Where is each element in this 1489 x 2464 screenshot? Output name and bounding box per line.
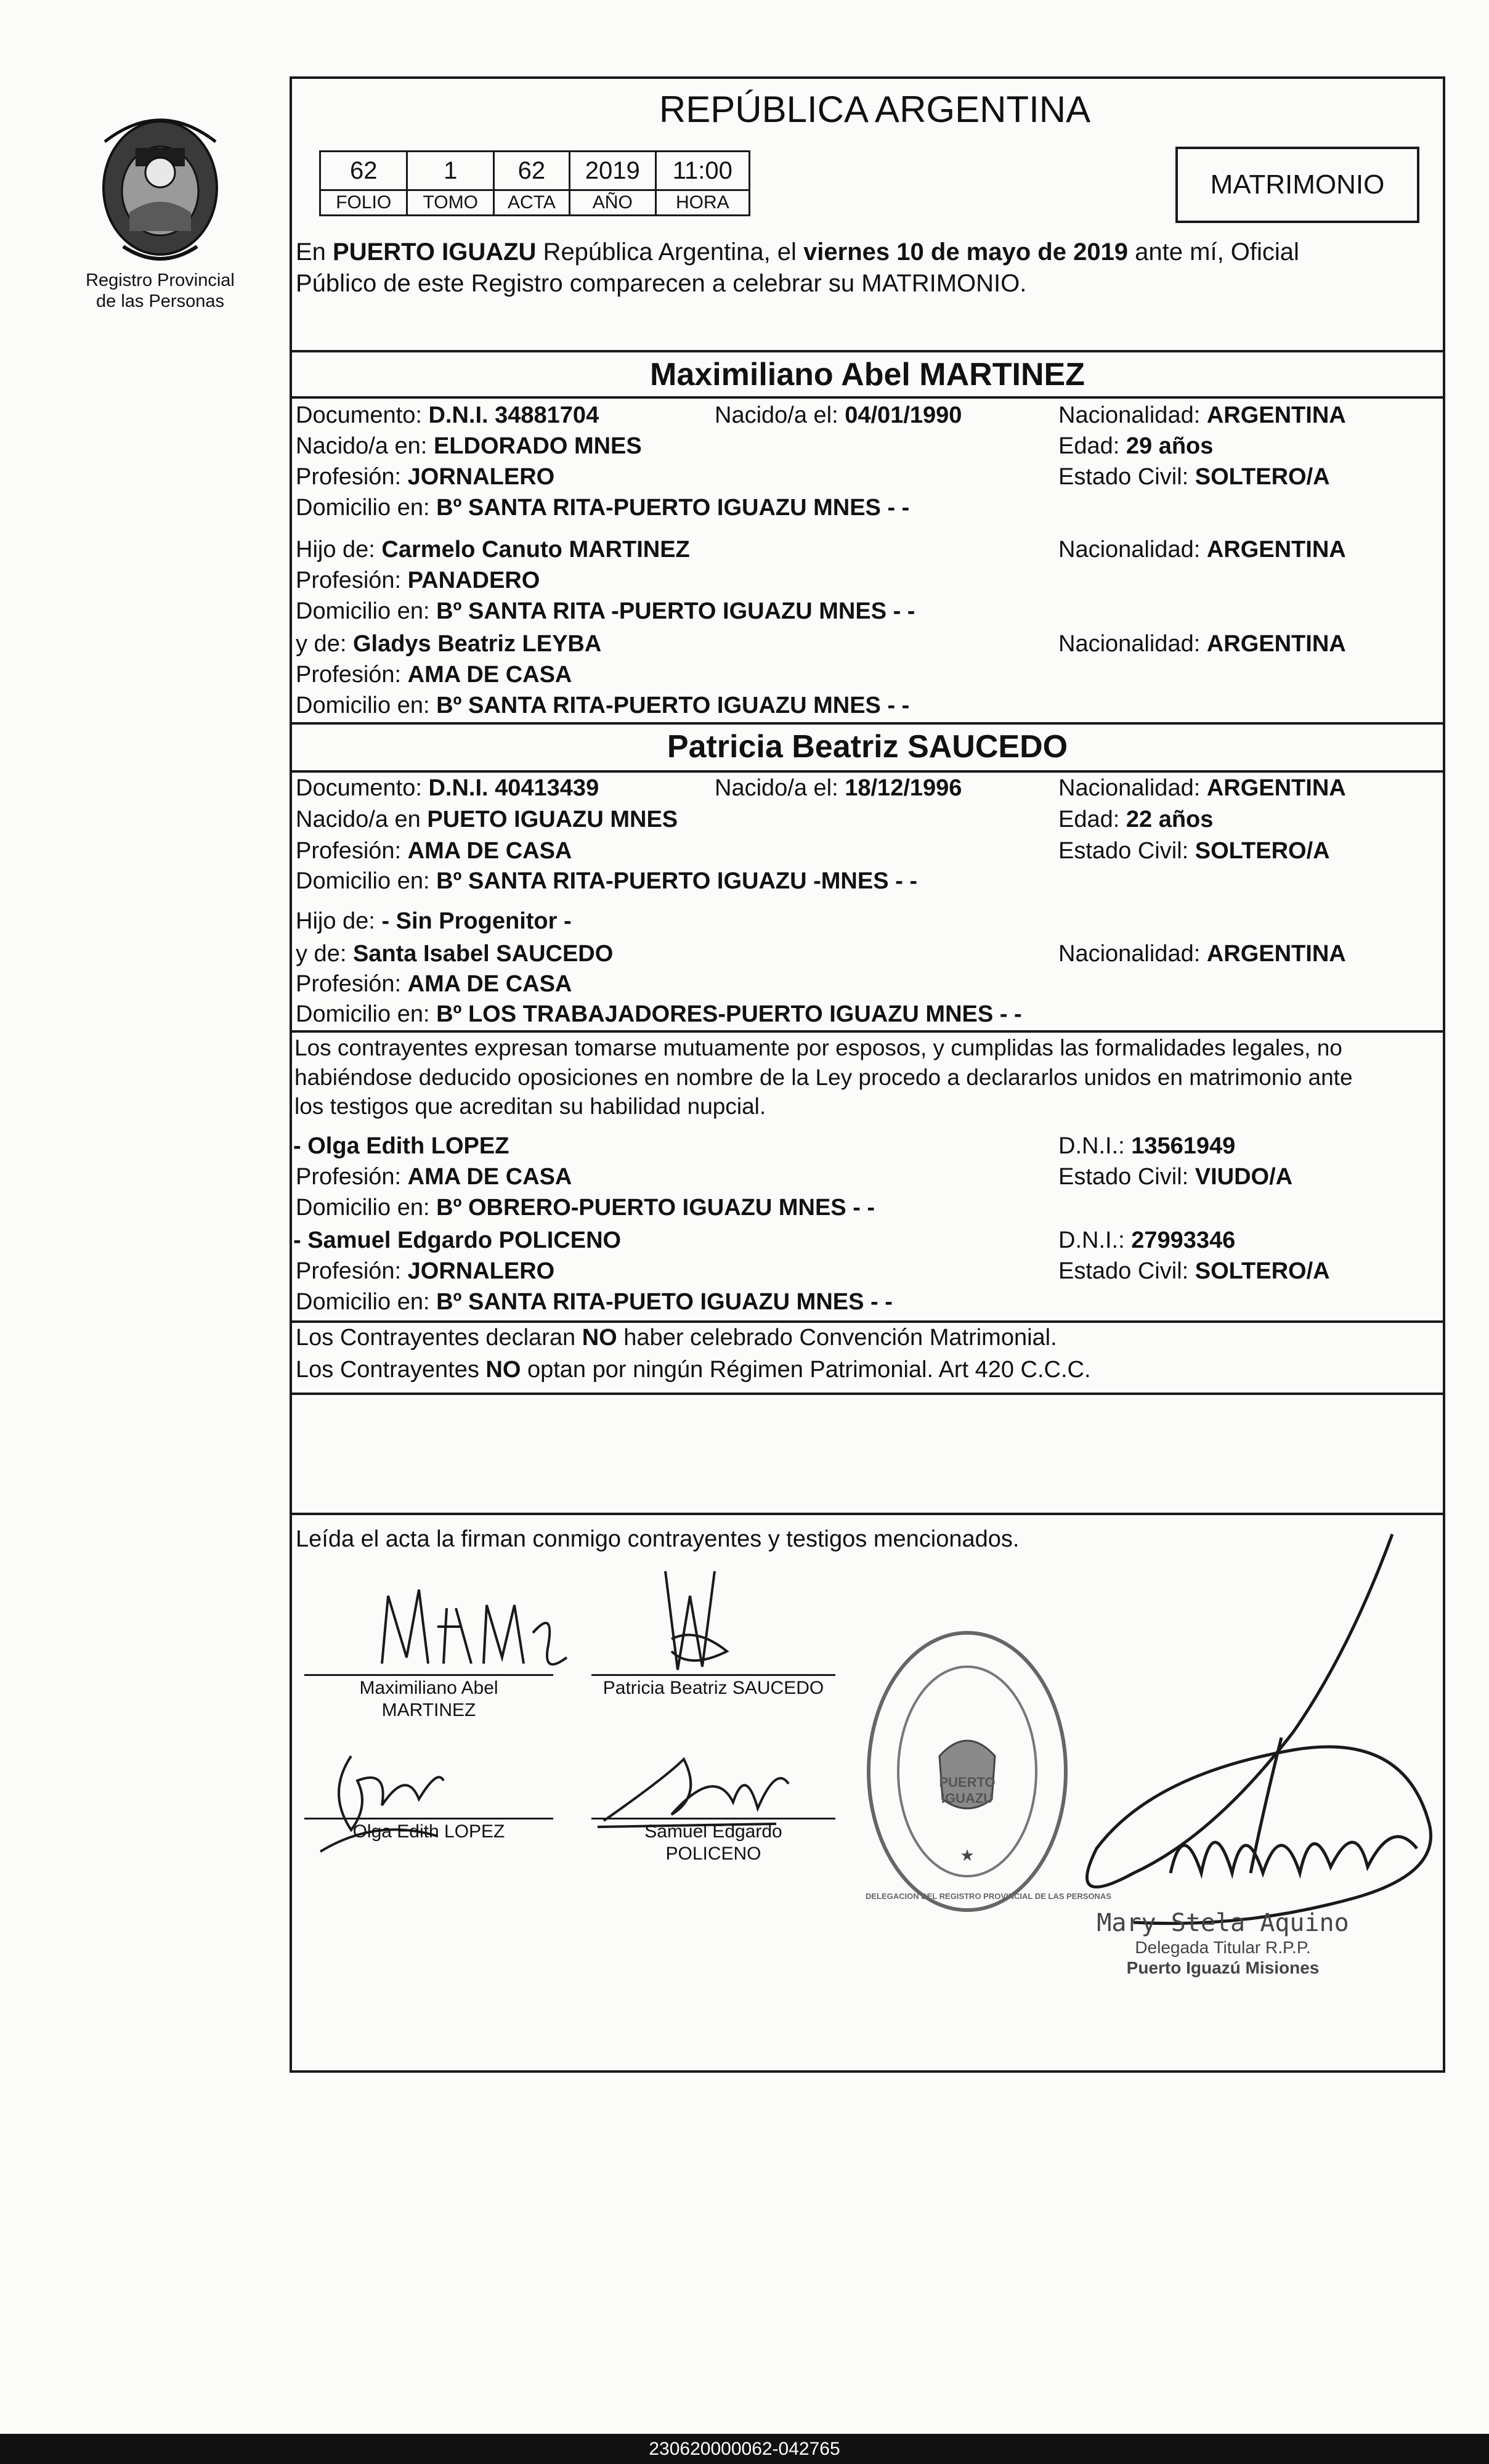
spouse1-mother-nationality: Nacionalidad: ARGENTINA — [1058, 631, 1346, 657]
official-seal — [859, 1620, 1111, 1922]
spouse1-mother-profession: Profesión: AMA DE CASA — [296, 662, 572, 688]
spouse2-father: Hijo de: - Sin Progenitor - — [296, 908, 572, 934]
spouse2-name: Patricia Beatriz SAUCEDO — [667, 729, 1068, 765]
witness1-civil-status: Estado Civil: VIUDO/A — [1058, 1164, 1293, 1190]
spouse1-age: Edad: 29 años — [1058, 433, 1214, 459]
divider — [290, 396, 1445, 399]
spouse2-birth-date: Nacido/a el: 18/12/1996 — [715, 775, 962, 801]
spouse2-birth-place: Nacido/a en PUETO IGUAZU MNES — [296, 807, 678, 832]
spouse1-address: Domicilio en: Bº SANTA RITA-PUERTO IGUAZU MNES - - — [296, 495, 910, 521]
official-name: Mary Stela Aquino — [1097, 1909, 1349, 1937]
spouse2-mother: y de: Santa Isabel SAUCEDO — [296, 941, 614, 967]
witness1-dni: D.N.I.: 13561949 — [1058, 1133, 1236, 1159]
signature-maximiliano: Maximiliano Abel MARTINEZ — [359, 1678, 498, 1720]
witness2-address: Domicilio en: Bº SANTA RITA-PUETO IGUAZU MNES - - — [296, 1289, 893, 1315]
divider — [290, 770, 1445, 773]
year-label: AÑO — [569, 190, 655, 216]
spouse1-father: Hijo de: Carmelo Canuto MARTINEZ — [296, 537, 690, 563]
intro-city: PUERTO IGUAZU — [333, 238, 537, 266]
signature-line — [304, 1818, 553, 1820]
folio-label: FOLIO — [320, 190, 407, 216]
witness2-civil-status: Estado Civil: SOLTERO/A — [1058, 1258, 1330, 1284]
divider — [290, 1393, 1445, 1395]
hour-label: HORA — [655, 190, 749, 216]
spouse2-address: Domicilio en: Bº SANTA RITA-PUERTO IGUAZU -MNES - - — [296, 868, 917, 894]
signature-scribble-3 — [314, 1744, 456, 1861]
intro-line-1: En PUERTO IGUAZU República Argentina, el viernes 10 de mayo de 2019 ante mí, Oficial — [296, 238, 1299, 266]
seal-text — [899, 1775, 1035, 1807]
registry-name-line2: de las Personas — [96, 291, 224, 311]
declaration-line-2: habiéndose deducido oposiciones en nombre de la Ley procedo a declararlos unidos en matrimonio ante — [294, 1065, 1353, 1090]
spouse2-mother-address: Domicilio en: Bº LOS TRABAJADORES-PUERTO IGUAZU MNES - - — [296, 1001, 1022, 1027]
spouse2-mother-profession: Profesión: AMA DE CASA — [296, 971, 572, 997]
divider — [290, 1030, 1445, 1033]
witness1-name: - Olga Edith LOPEZ — [293, 1133, 509, 1159]
signature-samuel: Samuel Edgardo POLICENO — [644, 1821, 782, 1864]
spouse2-nationality: Nacionalidad: ARGENTINA — [1058, 775, 1346, 801]
spouse1-birth-date: Nacido/a el: 04/01/1990 — [715, 402, 962, 428]
spouse1-father-profession: Profesión: PANADERO — [296, 567, 540, 593]
spouse1-father-address: Domicilio en: Bº SANTA RITA -PUERTO IGUAZU MNES - - — [296, 598, 915, 624]
acta-label: ACTA — [494, 190, 570, 216]
province-logo — [86, 105, 234, 271]
seal-ring-text: DELEGACION DEL REGISTRO PROVINCIAL DE LAS PERSONAS — [866, 1892, 1111, 1901]
spouse1-civil-status: Estado Civil: SOLTERO/A — [1058, 464, 1330, 490]
declaration-line-3: los testigos que acreditan su habilidad nupcial. — [294, 1094, 766, 1119]
official-place: Puerto Iguazú Misiones — [1126, 1958, 1320, 1977]
spouse1-mother-address: Domicilio en: Bº SANTA RITA-PUERTO IGUAZU MNES - - — [296, 693, 910, 718]
declaration-line-1: Los contrayentes expresan tomarse mutuamente por esposos, y cumplidas las formalidades legales, no — [294, 1035, 1342, 1060]
spouse1-documento: Documento: D.N.I. 34881704 — [296, 402, 599, 428]
divider — [290, 350, 1445, 352]
signature-olga: Olga Edith LOPEZ — [352, 1821, 505, 1842]
document-code: 230620000062-042765 — [0, 2434, 1489, 2464]
closing-text: Leída el acta la firman conmigo contrayentes y testigos mencionados. — [296, 1526, 1020, 1552]
signature-scribble-2 — [653, 1559, 739, 1682]
folio-value: 62 — [320, 152, 407, 190]
doc-type-box — [1175, 147, 1419, 223]
intro-date: viernes 10 de mayo de 2019 — [803, 238, 1129, 266]
page-title: REPÚBLICA ARGENTINA — [659, 89, 1091, 130]
tomo-value: 1 — [407, 152, 494, 190]
signature-patricia: Patricia Beatriz SAUCEDO — [602, 1678, 824, 1698]
divider — [290, 1513, 1445, 1515]
official-title: Delegada Titular R.P.P. — [1135, 1938, 1311, 1957]
convention-line-2: Los Contrayentes NO optan por ningún Régimen Patrimonial. Art 420 C.C.C. — [296, 1357, 1091, 1383]
spouse2-documento: Documento: D.N.I. 40413439 — [296, 775, 599, 801]
spouse1-father-nationality: Nacionalidad: ARGENTINA — [1058, 537, 1346, 563]
official-stamp — [1090, 1909, 1355, 1978]
signature-scribble-1 — [370, 1571, 579, 1682]
registry-name-line1: Registro Provincial — [86, 270, 235, 290]
spouse1-nationality: Nacionalidad: ARGENTINA — [1058, 402, 1346, 428]
spouse1-mother: y de: Gladys Beatriz LEYBA — [296, 631, 602, 657]
spouse1-name: Maximiliano Abel MARTINEZ — [650, 357, 1085, 392]
witness2-profession: Profesión: JORNALERO — [296, 1258, 555, 1284]
doc-type: MATRIMONIO — [1210, 169, 1385, 200]
witness1-address: Domicilio en: Bº OBRERO-PUERTO IGUAZU MNES - - — [296, 1195, 875, 1221]
official-signature — [1060, 1528, 1442, 1959]
signature-line — [591, 1818, 835, 1820]
spouse2-mother-nationality: Nacionalidad: ARGENTINA — [1058, 941, 1346, 967]
registry-name — [68, 270, 253, 312]
acta-value: 62 — [494, 152, 570, 190]
signature-line — [304, 1674, 553, 1676]
spouse2-civil-status: Estado Civil: SOLTERO/A — [1058, 838, 1330, 864]
seal-center-1: PUERTO — [939, 1775, 996, 1790]
spouse2-profession: Profesión: AMA DE CASA — [296, 838, 572, 864]
spouse2-age: Edad: 22 años — [1058, 807, 1214, 832]
spouse1-profession: Profesión: JORNALERO — [296, 464, 555, 490]
signature-line — [591, 1674, 835, 1676]
meta-table — [319, 150, 750, 216]
witness2-dni: D.N.I.: 27993346 — [1058, 1227, 1236, 1253]
witness1-profession: Profesión: AMA DE CASA — [296, 1164, 572, 1190]
convention-line-1: Los Contrayentes declaran NO haber celebrado Convención Matrimonial. — [296, 1325, 1057, 1351]
svg-text:★: ★ — [960, 1846, 975, 1864]
divider — [290, 1320, 1445, 1323]
hour-value: 11:00 — [655, 152, 749, 190]
tomo-label: TOMO — [407, 190, 494, 216]
divider — [290, 722, 1445, 725]
seal-center-2: IGUAZU — [941, 1791, 994, 1806]
year-value: 2019 — [569, 152, 655, 190]
witness2-name: - Samuel Edgardo POLICENO — [293, 1227, 622, 1253]
intro-line-2: Público de este Registro comparecen a celebrar su MATRIMONIO. — [296, 270, 1027, 297]
spouse1-birth-place: Nacido/a en: ELDORADO MNES — [296, 433, 642, 459]
